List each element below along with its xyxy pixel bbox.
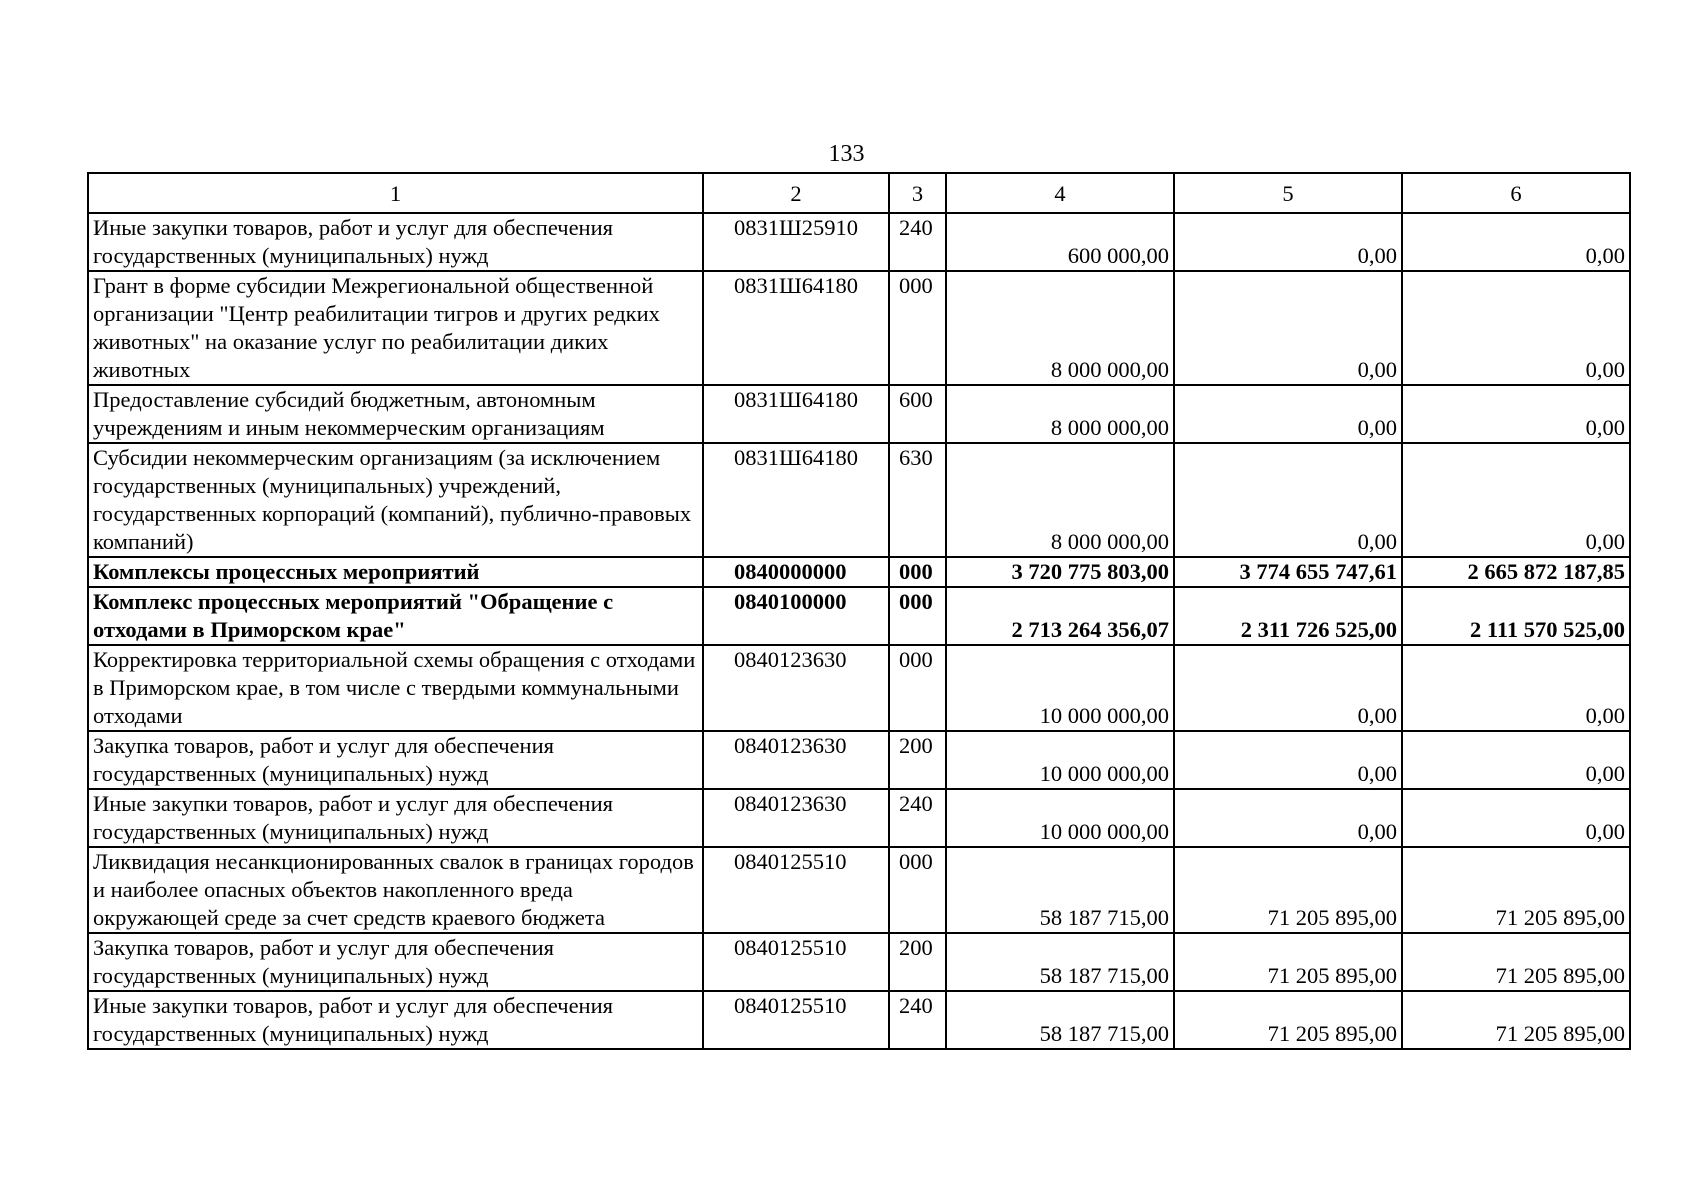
row-code-cell: 0840123630 — [703, 789, 889, 847]
table-row — [88, 789, 1630, 847]
table-row — [88, 385, 1630, 443]
row-value-col6: 71 205 895,00 — [1402, 991, 1630, 1049]
row-value-col4: 10 000 000,00 — [946, 645, 1174, 731]
table-row — [88, 847, 1630, 933]
row-value-col5: 71 205 895,00 — [1174, 991, 1402, 1049]
row-kvr-cell: 000 — [889, 557, 946, 587]
row-value-col4: 58 187 715,00 — [946, 847, 1174, 933]
row-name-cell: Ликвидация несанкционированных свалок в границах городов и наиболее опасных объектов накопленного вреда окружающей среде за счет средств краевого бюджета — [88, 847, 703, 933]
row-value-col4: 8 000 000,00 — [946, 271, 1174, 385]
row-code-cell: 0840125510 — [703, 933, 889, 991]
table-row — [88, 587, 1630, 645]
table-row — [88, 271, 1630, 385]
row-code-cell: 0840000000 — [703, 557, 889, 587]
row-kvr-cell: 200 — [889, 933, 946, 991]
row-value-col5: 0,00 — [1174, 789, 1402, 847]
row-code-cell: 0840123630 — [703, 645, 889, 731]
header-cell-1: 1 — [88, 173, 703, 213]
row-value-col4: 8 000 000,00 — [946, 443, 1174, 557]
table-body — [88, 173, 1630, 1049]
row-kvr-cell: 000 — [889, 847, 946, 933]
row-value-col6: 0,00 — [1402, 645, 1630, 731]
row-value-col5: 0,00 — [1174, 271, 1402, 385]
row-code-cell: 0831Ш64180 — [703, 385, 889, 443]
row-value-col5: 0,00 — [1174, 645, 1402, 731]
row-value-col6: 2 665 872 187,85 — [1402, 557, 1630, 587]
row-kvr-cell: 200 — [889, 731, 946, 789]
row-code-cell: 0831Ш25910 — [703, 213, 889, 271]
row-value-col6: 0,00 — [1402, 731, 1630, 789]
row-kvr-cell: 000 — [889, 645, 946, 731]
row-kvr-cell: 240 — [889, 789, 946, 847]
table-row — [88, 557, 1630, 587]
header-cell-6: 6 — [1402, 173, 1630, 213]
row-kvr-cell: 000 — [889, 271, 946, 385]
row-value-col5: 71 205 895,00 — [1174, 847, 1402, 933]
row-value-col5: 0,00 — [1174, 385, 1402, 443]
row-value-col5: 0,00 — [1174, 731, 1402, 789]
table-header-row — [88, 173, 1630, 213]
table-row — [88, 645, 1630, 731]
row-kvr-cell: 000 — [889, 587, 946, 645]
row-value-col4: 10 000 000,00 — [946, 731, 1174, 789]
row-value-col6: 0,00 — [1402, 789, 1630, 847]
row-name-cell: Комплексы процессных мероприятий — [88, 557, 703, 587]
row-name-cell: Комплекс процессных мероприятий "Обращение с отходами в Приморском крае" — [88, 587, 703, 645]
row-code-cell: 0840125510 — [703, 847, 889, 933]
row-name-cell: Закупка товаров, работ и услуг для обеспечения государственных (муниципальных) нужд — [88, 933, 703, 991]
row-value-col4: 3 720 775 803,00 — [946, 557, 1174, 587]
table-row — [88, 731, 1630, 789]
row-value-col6: 0,00 — [1402, 385, 1630, 443]
row-value-col4: 58 187 715,00 — [946, 991, 1174, 1049]
row-value-col6: 71 205 895,00 — [1402, 933, 1630, 991]
row-value-col6: 0,00 — [1402, 443, 1630, 557]
table-row — [88, 213, 1630, 271]
row-code-cell: 0831Ш64180 — [703, 271, 889, 385]
row-name-cell: Грант в форме субсидии Межрегиональной общественной организации "Центр реабилитации тигров и других редких животных" на оказание услуг по реабилитации диких животных — [88, 271, 703, 385]
row-name-cell: Предоставление субсидий бюджетным, автономным учреждениям и иным некоммерческим организациям — [88, 385, 703, 443]
row-value-col4: 2 713 264 356,07 — [946, 587, 1174, 645]
table-row — [88, 933, 1630, 991]
row-name-cell: Закупка товаров, работ и услуг для обеспечения государственных (муниципальных) нужд — [88, 731, 703, 789]
row-name-cell: Корректировка территориальной схемы обращения с отходами в Приморском крае, в том числе с твердыми коммунальными отходами — [88, 645, 703, 731]
row-name-cell: Иные закупки товаров, работ и услуг для обеспечения государственных (муниципальных) нужд — [88, 991, 703, 1049]
row-kvr-cell: 240 — [889, 213, 946, 271]
row-value-col5: 2 311 726 525,00 — [1174, 587, 1402, 645]
row-value-col4: 600 000,00 — [946, 213, 1174, 271]
row-value-col6: 0,00 — [1402, 213, 1630, 271]
table-row — [88, 443, 1630, 557]
row-name-cell: Субсидии некоммерческим организациям (за исключением государственных (муниципальных) учреждений, государственных корпораций (компаний), публично-правовых компаний) — [88, 443, 703, 557]
row-code-cell: 0840125510 — [703, 991, 889, 1049]
row-value-col5: 0,00 — [1174, 443, 1402, 557]
row-value-col6: 71 205 895,00 — [1402, 847, 1630, 933]
row-name-cell: Иные закупки товаров, работ и услуг для обеспечения государственных (муниципальных) нужд — [88, 789, 703, 847]
row-value-col4: 8 000 000,00 — [946, 385, 1174, 443]
row-value-col6: 2 111 570 525,00 — [1402, 587, 1630, 645]
header-cell-5: 5 — [1174, 173, 1402, 213]
header-cell-3: 3 — [889, 173, 946, 213]
budget-table — [87, 172, 1631, 1050]
row-value-col5: 0,00 — [1174, 213, 1402, 271]
row-name-cell: Иные закупки товаров, работ и услуг для обеспечения государственных (муниципальных) нужд — [88, 213, 703, 271]
table-row — [88, 991, 1630, 1049]
row-value-col6: 0,00 — [1402, 271, 1630, 385]
row-code-cell: 0840100000 — [703, 587, 889, 645]
row-value-col5: 71 205 895,00 — [1174, 933, 1402, 991]
row-value-col4: 10 000 000,00 — [946, 789, 1174, 847]
row-kvr-cell: 630 — [889, 443, 946, 557]
page-number: 133 — [828, 141, 865, 167]
row-code-cell: 0831Ш64180 — [703, 443, 889, 557]
header-cell-2: 2 — [703, 173, 889, 213]
header-cell-4: 4 — [946, 173, 1174, 213]
row-value-col4: 58 187 715,00 — [946, 933, 1174, 991]
row-code-cell: 0840123630 — [703, 731, 889, 789]
row-kvr-cell: 240 — [889, 991, 946, 1049]
row-value-col5: 3 774 655 747,61 — [1174, 557, 1402, 587]
row-kvr-cell: 600 — [889, 385, 946, 443]
